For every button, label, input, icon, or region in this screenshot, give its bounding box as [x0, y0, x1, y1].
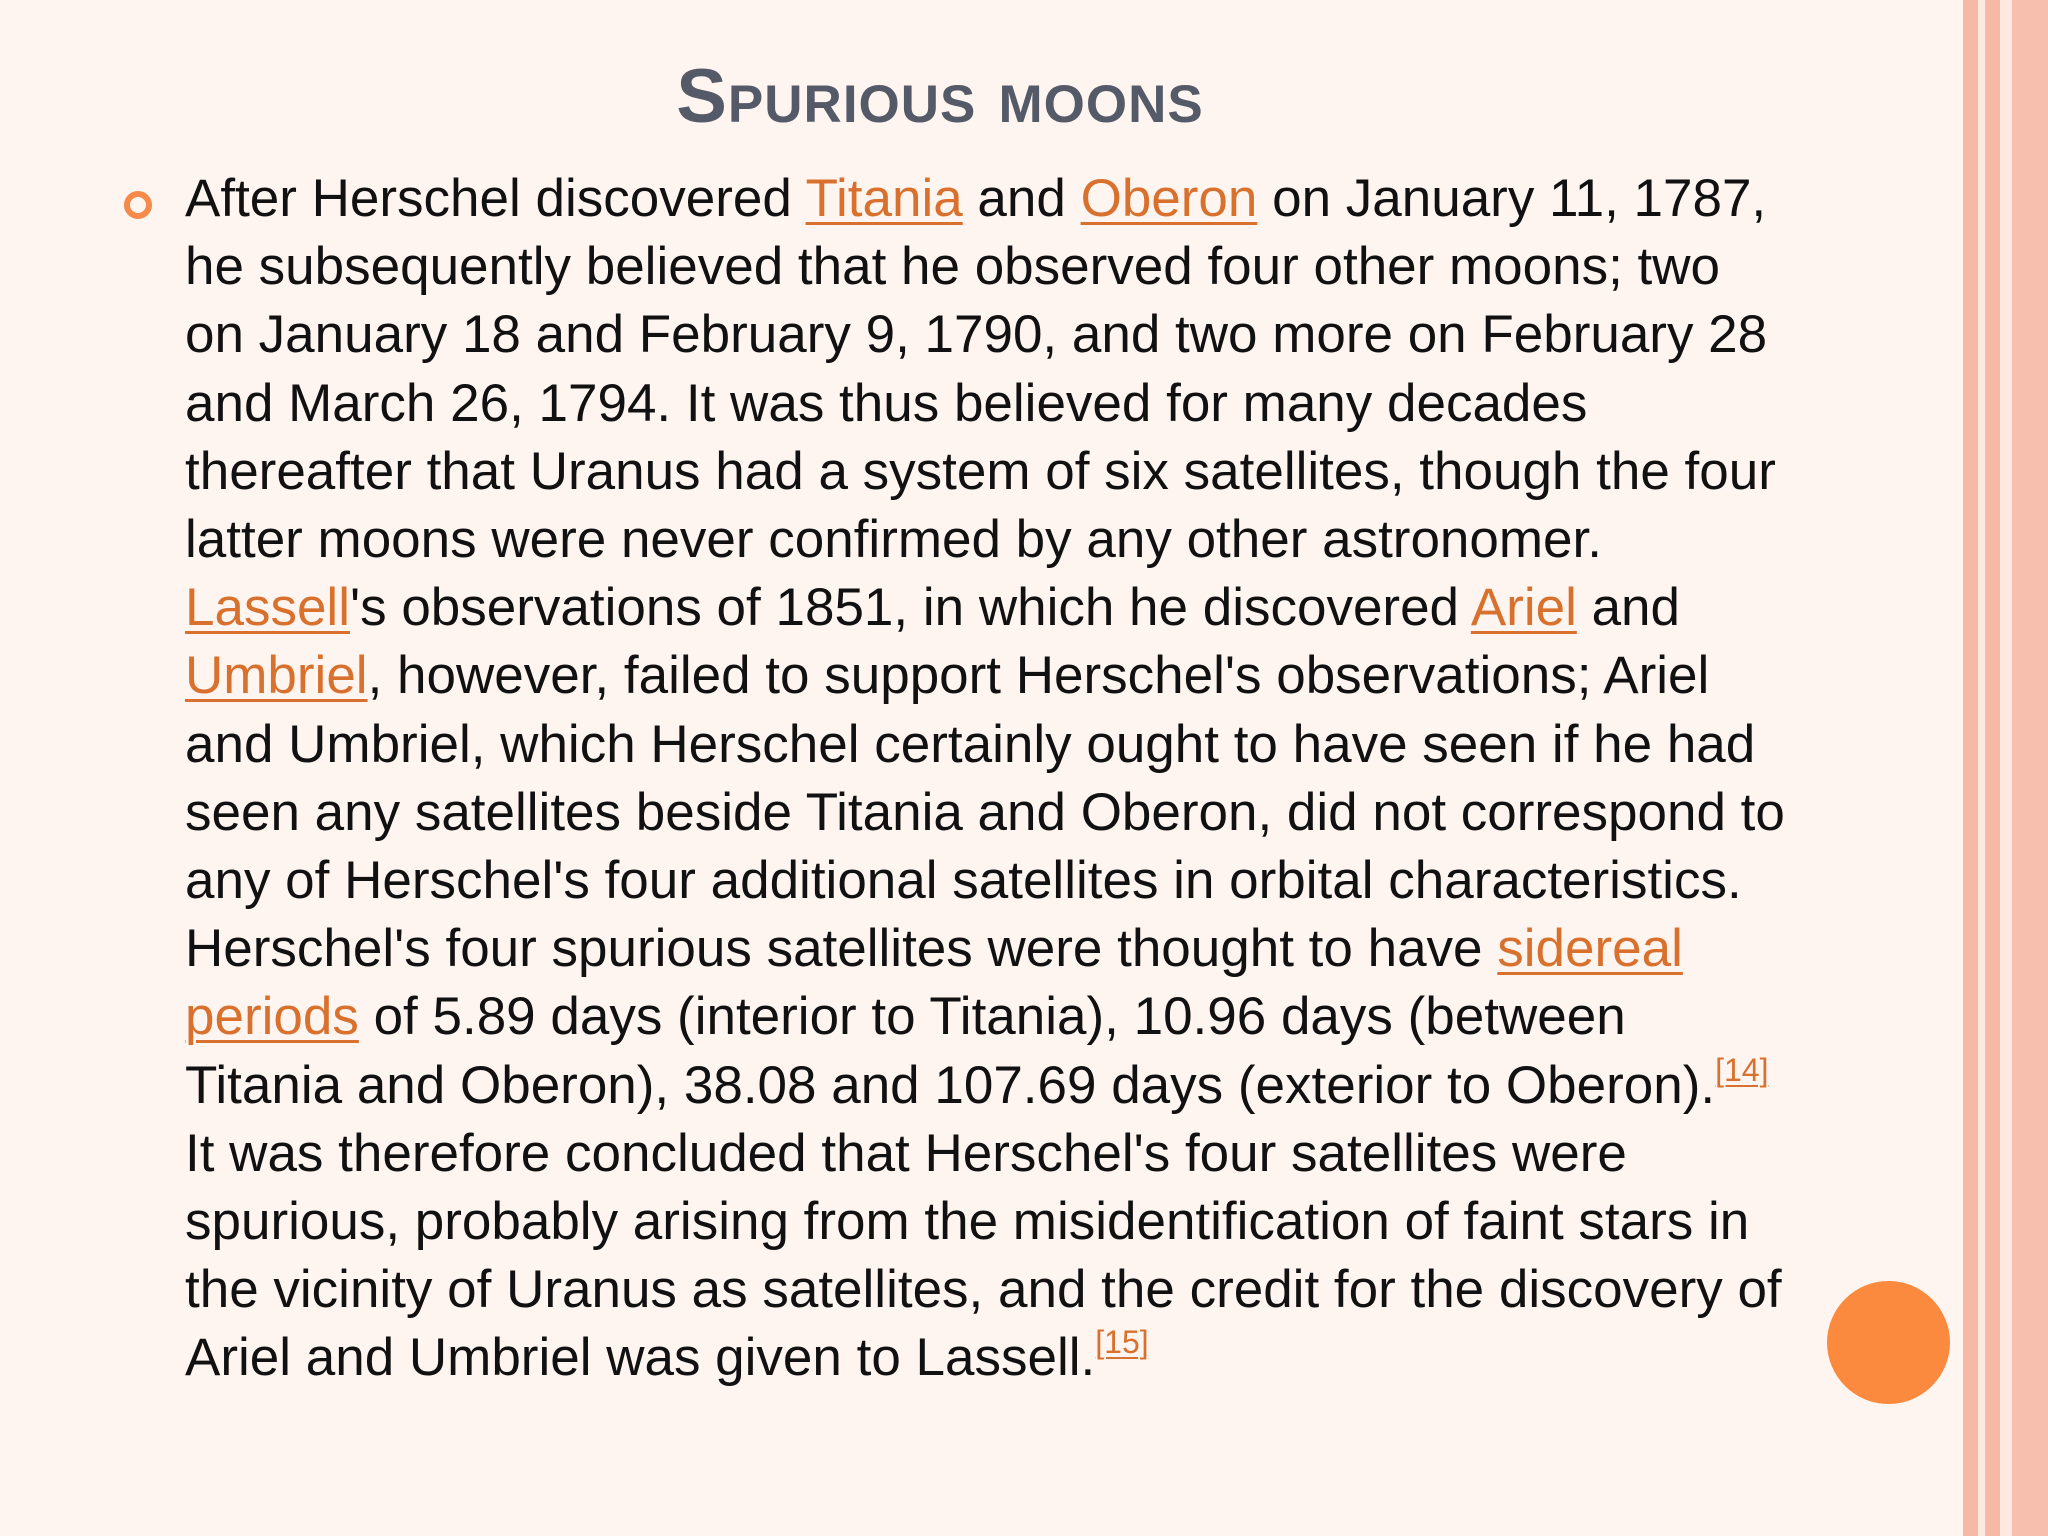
- citation: [1095, 1324, 1148, 1360]
- text-line: and March 26, 1794. It was thus believed for many decades: [185, 373, 1588, 433]
- link-ariel[interactable]: Ariel: [1470, 578, 1577, 638]
- citation-link-15[interactable]: [15]: [1095, 1324, 1149, 1361]
- bullet-paragraph: [185, 165, 1925, 1393]
- text-line: on January 18 and February 9, 1790, and two more on February 28: [185, 305, 1768, 365]
- text-run: , however, failed to support Herschel's observations; Ariel: [367, 646, 1710, 706]
- text-line: It was therefore concluded that Herschel's four satellites were: [185, 1123, 1627, 1183]
- text-line: thereafter that Uranus had a system of six satellites, though the four: [185, 441, 1776, 501]
- text-line: [185, 915, 1925, 983]
- link-lassell[interactable]: Lassell: [185, 578, 350, 638]
- border-stripe: [2000, 0, 2012, 1536]
- text-line: spurious, probably arising from the misidentification of faint stars in: [185, 1192, 1750, 1252]
- link-titania[interactable]: Titania: [805, 169, 963, 228]
- text-run: After Herschel discovered: [185, 169, 806, 228]
- text-line: seen any satellites beside Titania and Oberon, did not correspond to: [185, 782, 1785, 842]
- text-run: and: [962, 169, 1081, 228]
- border-stripe: [1985, 0, 2000, 1536]
- text-run: 's observations of 1851, in which he discovered: [349, 578, 1471, 638]
- link-sidereal-periods[interactable]: sidereal: [1497, 919, 1683, 979]
- slide-title: Spurious moons: [676, 54, 1204, 139]
- text-line: the vicinity of Uranus as satellites, and the credit for the discovery of: [185, 1260, 1782, 1320]
- bullet-ring-icon: [124, 191, 152, 219]
- text-line: latter moons were never confirmed by any other astronomer.: [185, 510, 1602, 570]
- link-sidereal-periods[interactable]: periods: [185, 987, 359, 1047]
- link-umbriel[interactable]: Umbriel: [185, 646, 368, 706]
- border-stripe: [2012, 0, 2048, 1536]
- text-run: and: [1576, 578, 1681, 638]
- text-line: [185, 642, 1925, 710]
- citation-link-14[interactable]: [14]: [1715, 1051, 1769, 1088]
- text-line: [185, 983, 1925, 1051]
- text-run: Ariel and Umbriel was given to Lassell.: [185, 1328, 1096, 1388]
- text-line: [185, 1052, 1925, 1120]
- text-line: [185, 574, 1925, 642]
- text-line: he subsequently believed that he observed four other moons; two: [185, 237, 1721, 297]
- text-run: on January 11, 1787,: [1257, 169, 1767, 228]
- citation: [1715, 1052, 1768, 1088]
- text-line: and Umbriel, which Herschel certainly ought to have seen if he had: [185, 714, 1756, 774]
- text-run: Herschel's four spurious satellites were thought to have: [185, 919, 1498, 979]
- border-stripe: [1963, 0, 1978, 1536]
- text-run: Titania and Oberon), 38.08 and 107.69 days (exterior to Oberon).: [185, 1055, 1716, 1115]
- border-stripe: [1978, 0, 1985, 1536]
- text-line: [185, 165, 1925, 233]
- text-run: of 5.89 days (interior to Titania), 10.96 days (between: [358, 987, 1626, 1047]
- text-line: [185, 1324, 1925, 1392]
- link-oberon[interactable]: Oberon: [1080, 169, 1258, 228]
- decorative-circle: [1827, 1281, 1950, 1404]
- text-line: any of Herschel's four additional satellites in orbital characteristics.: [185, 851, 1742, 911]
